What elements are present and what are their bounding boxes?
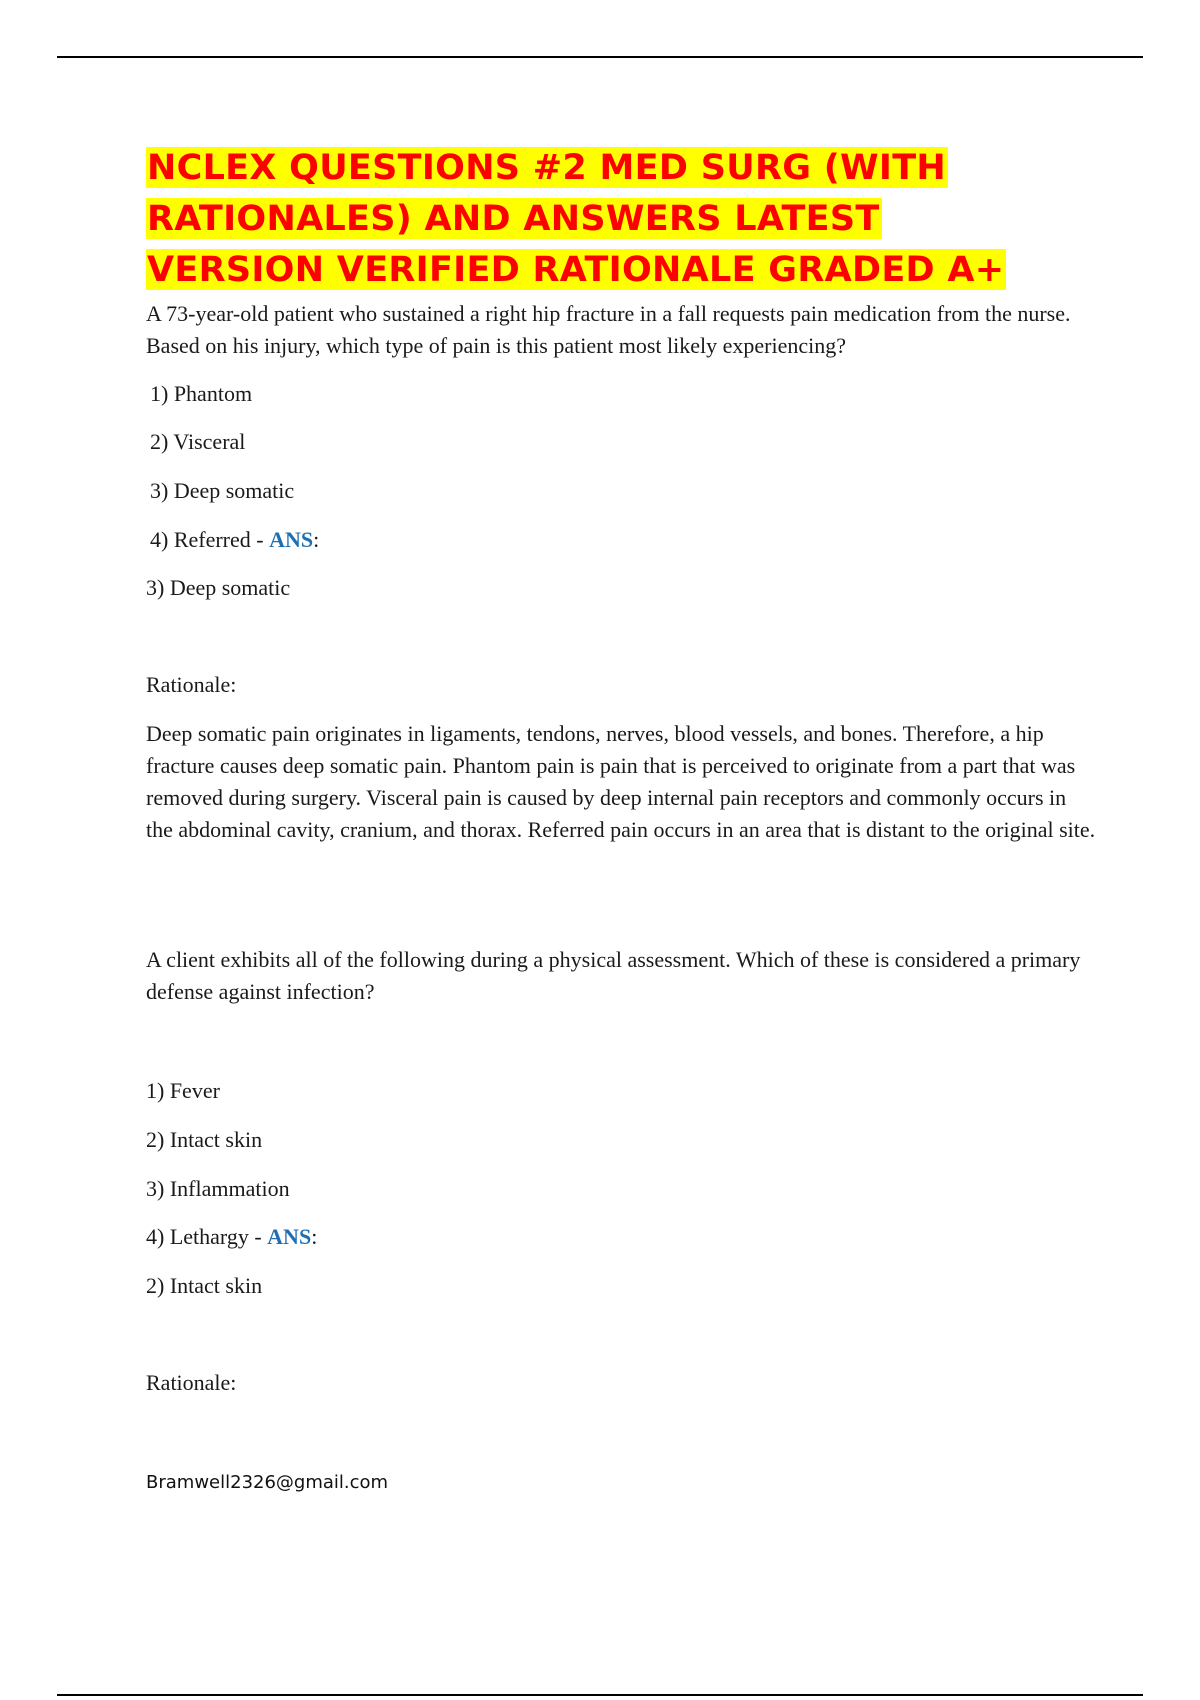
q2-rationale-label: Rationale:	[146, 1370, 237, 1395]
q2-ans-colon: :	[311, 1224, 318, 1249]
q1-option-1: 1) Phantom	[150, 381, 253, 406]
q1-option-4-text: 4) Referred -	[150, 527, 270, 552]
q2-option-2: 2) Intact skin	[146, 1127, 263, 1152]
q1-option-3: 3) Deep somatic	[150, 478, 295, 503]
q1-ans-label: ANS	[269, 527, 314, 552]
q2-option-4	[146, 1221, 317, 1253]
bottom-rule	[57, 1694, 1143, 1696]
q1-rationale-text: Deep somatic pain originates in ligaments, tendons, nerves, blood vessels, and bones. Therefore, a hip fracture causes deep somatic pain. Phantom pain is pain that is perceived to originate from a part that was removed during surgery. Visceral pain is caused by deep internal pain receptors and commonly occurs in the abdominal cavity, cranium, and thorax. Referred pain occurs in an area that is distant to the original site.	[146, 721, 1096, 842]
footer-email: Bramwell2326@gmail.com	[146, 1472, 389, 1493]
q2-answer: 2) Intact skin	[146, 1273, 263, 1298]
q2-option-3: 3) Inflammation	[146, 1176, 290, 1201]
question-1-text: A 73-year-old patient who sustained a right hip fracture in a fall requests pain medication from the nurse. Based on his injury, which type of pain is this patient most likely experiencing?	[146, 301, 1071, 358]
top-rule	[57, 56, 1143, 58]
q2-ans-label: ANS	[267, 1224, 312, 1249]
q2-option-1: 1) Fever	[146, 1078, 220, 1103]
q1-ans-colon: :	[313, 527, 320, 552]
q1-answer: 3) Deep somatic	[146, 575, 291, 600]
question-2-text: A client exhibits all of the following during a physical assessment. Which of these is considered a primary defense against infection?	[146, 947, 1081, 1004]
q2-option-4-text: 4) Lethargy -	[146, 1224, 268, 1249]
title-line-1: NCLEX QUESTIONS #2 MED SURG (WITH	[147, 148, 947, 188]
title-line-2: RATIONALES) AND ANSWERS LATEST	[147, 199, 880, 239]
q1-option-4	[150, 524, 319, 556]
q1-rationale-label: Rationale:	[146, 672, 237, 697]
title-line-3: VERSION VERIFIED RATIONALE GRADED A+	[147, 250, 1005, 290]
q1-option-2: 2) Visceral	[150, 429, 246, 454]
document-title	[146, 143, 1096, 296]
